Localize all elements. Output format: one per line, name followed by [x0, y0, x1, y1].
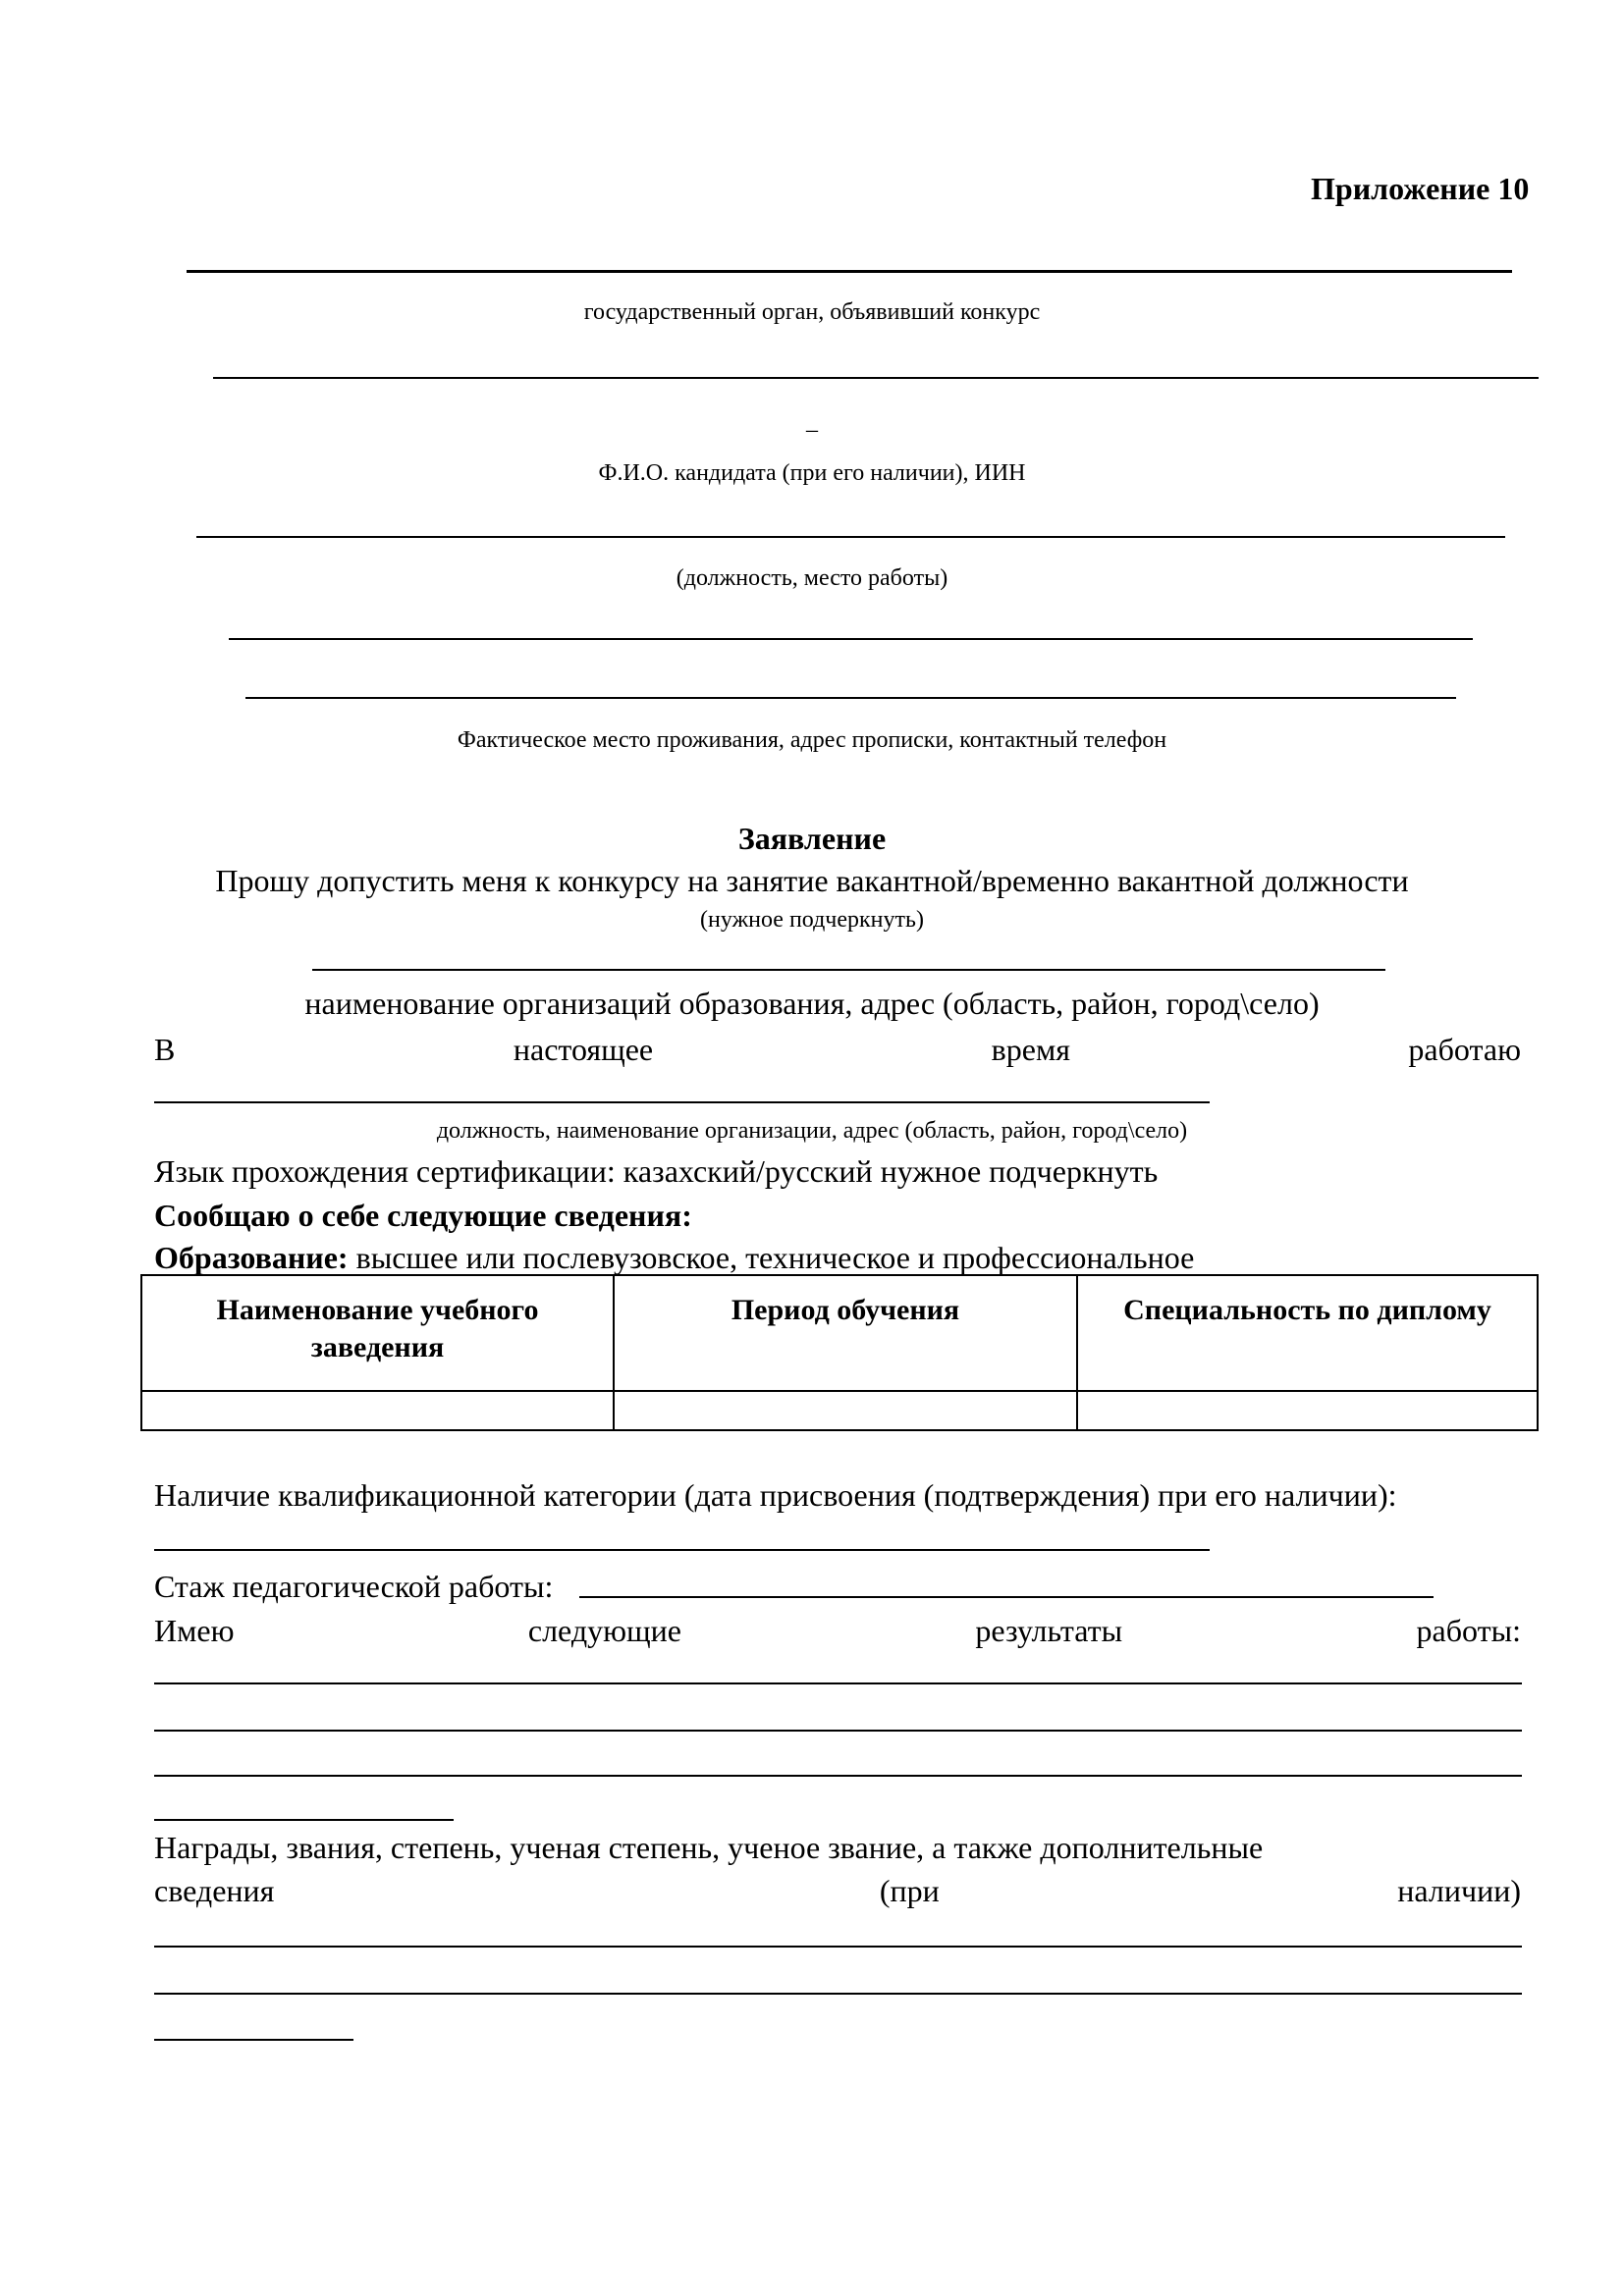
- header-study-period: Период обучения: [614, 1275, 1077, 1391]
- certification-language: Язык прохождения сертификации: казахский/русский нужное подчеркнуть: [154, 1153, 1159, 1189]
- current-work-word-1: В: [154, 1032, 176, 1067]
- awards-word-3: наличии): [1397, 1873, 1521, 1908]
- info-heading: Сообщаю о себе следующие сведения:: [154, 1198, 692, 1233]
- position-line[interactable]: [196, 536, 1505, 538]
- current-work-caption: должность, наименование организации, адрес (область, район, город\село): [436, 1118, 1188, 1144]
- education-table: [140, 1274, 1539, 1431]
- cell-institution[interactable]: [141, 1391, 614, 1430]
- current-work-line[interactable]: [154, 1101, 1210, 1103]
- results-word-2: следующие: [527, 1613, 681, 1648]
- results-line-3[interactable]: [154, 1775, 1522, 1777]
- statement-request: Прошу допустить меня к конкурсу на занятие вакантной/временно вакантной должности: [215, 863, 1409, 898]
- current-work-word-4: работаю: [1408, 1032, 1521, 1067]
- awards-line-3[interactable]: [154, 2039, 353, 2041]
- current-work-row: [154, 1034, 1521, 1065]
- results-word-1: Имею: [154, 1613, 235, 1648]
- awards-line-1[interactable]: [154, 1946, 1522, 1948]
- qualification-text: Наличие квалификационной категории (дата присвоения (подтверждения) при его наличии):: [154, 1477, 1397, 1513]
- results-word-4: работы:: [1416, 1613, 1521, 1648]
- education-line: [154, 1242, 1194, 1273]
- organization-line[interactable]: [312, 969, 1385, 971]
- current-work-word-3: время: [991, 1032, 1070, 1067]
- header-institution: Наименование учебного заведения: [141, 1275, 614, 1391]
- fio-caption: Ф.И.О. кандидата (при его наличии), ИИН: [598, 460, 1026, 486]
- cell-study-period[interactable]: [614, 1391, 1077, 1430]
- education-text: высшее или послевузовское, техническое и профессиональное: [348, 1240, 1195, 1275]
- results-line-2[interactable]: [154, 1730, 1522, 1732]
- education-table-header: [141, 1275, 1538, 1391]
- appendix-number: Приложение 10: [1311, 171, 1530, 206]
- results-line-4[interactable]: [154, 1819, 454, 1821]
- residence-line-1[interactable]: [229, 638, 1473, 640]
- organization-caption: наименование организаций образования, адрес (область, район, город\село): [304, 986, 1320, 1021]
- results-row: [154, 1615, 1521, 1646]
- awards-word-2: (при: [879, 1873, 940, 1908]
- fio-dash: _: [806, 409, 818, 435]
- underline-hint: (нужное подчеркнуть): [700, 907, 924, 933]
- cell-specialty[interactable]: [1077, 1391, 1538, 1430]
- current-work-word-2: настоящее: [513, 1032, 654, 1067]
- position-caption: (должность, место работы): [676, 565, 948, 591]
- fio-line[interactable]: [213, 377, 1539, 379]
- agency-caption: государственный орган, объявивший конкурс: [583, 299, 1041, 325]
- experience-label: Стаж педагогической работы:: [154, 1569, 554, 1604]
- awards-row: [154, 1875, 1521, 1906]
- agency-line[interactable]: [187, 270, 1512, 273]
- residence-caption: Фактическое место проживания, адрес прописки, контактный телефон: [457, 727, 1167, 753]
- table-row: [141, 1391, 1538, 1430]
- statement-title: Заявление: [737, 821, 887, 856]
- education-label: Образование:: [154, 1240, 349, 1275]
- experience-line[interactable]: [579, 1596, 1434, 1598]
- awards-text: Награды, звания, степень, ученая степень, ученое звание, а также дополнительные: [154, 1830, 1264, 1865]
- awards-line-2[interactable]: [154, 1993, 1522, 1995]
- header-specialty: Специальность по диплому: [1077, 1275, 1538, 1391]
- awards-word-1: сведения: [154, 1873, 275, 1908]
- results-line-1[interactable]: [154, 1682, 1522, 1684]
- residence-line-2[interactable]: [245, 697, 1456, 699]
- results-word-3: результаты: [975, 1613, 1123, 1648]
- qualification-line[interactable]: [154, 1549, 1210, 1551]
